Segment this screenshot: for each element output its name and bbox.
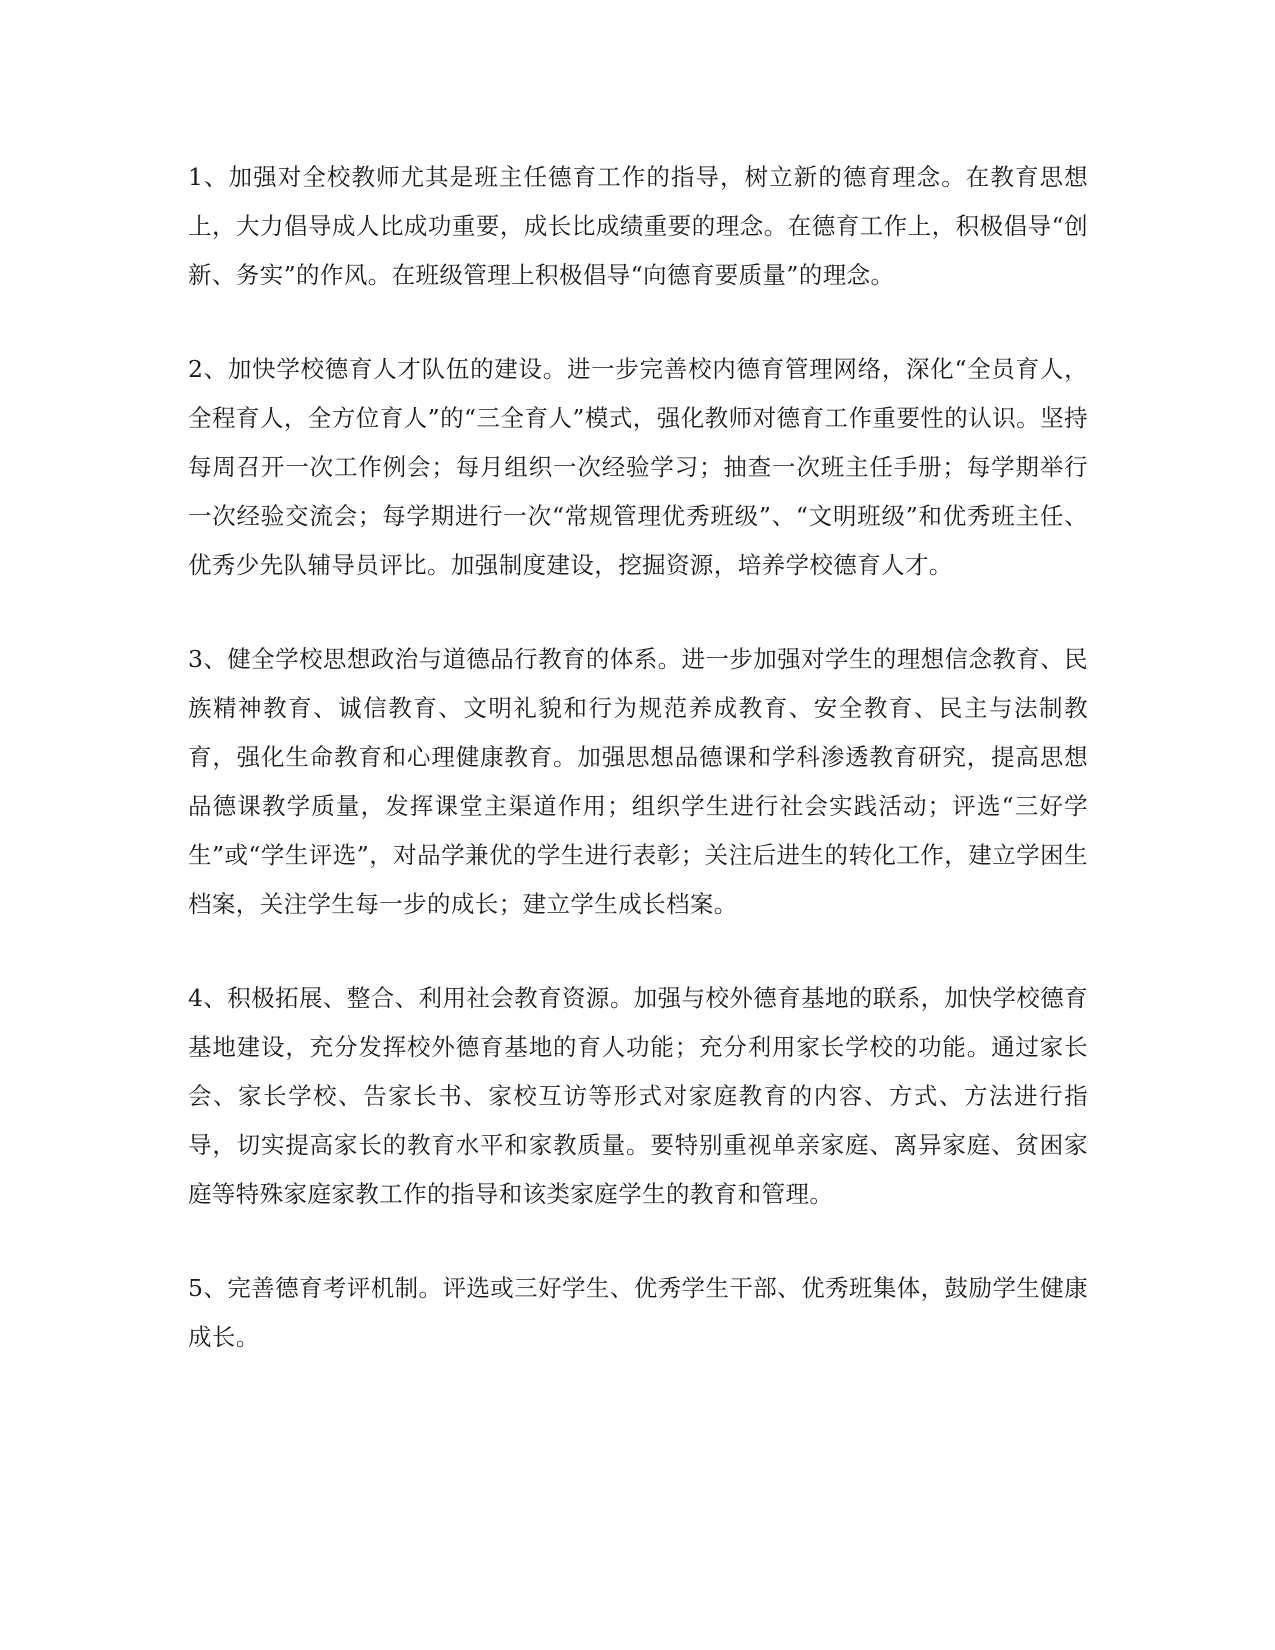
paragraph-1: 1、加强对全校教师尤其是班主任德育工作的指导，树立新的德育理念。在教育思想上，大力倡导成人比成功重要，成长比成绩重要的理念。在德育工作上，积极倡导“创新、务实”的作风。在班级管理上积极倡导“向德育要质量”的理念。 xyxy=(188,163,1088,289)
paragraph-2: 2、加快学校德育人才队伍的建设。进一步完善校内德育管理网络，深化“全员育人，全程育人，全方位育人”的“三全育人”模式，强化教师对德育工作重要性的认识。坚持每周召开一次工作例会；每月组织一次经验学习；抽查一次班主任手册；每学期举行一次经验交流会；每学期进行一次“常规管理优秀班级”、“文明班级”和优秀班主任、优秀少先队辅导员评比。加强制度建设，挖掘资源，培养学校德育人才。 xyxy=(188,355,1088,579)
paragraph-3: 3、健全学校思想政治与道德品行教育的体系。进一步加强对学生的理想信念教育、民族精神教育、诚信教育、文明礼貌和行为规范养成教育、安全教育、民主与法制教育，强化生命教育和心理健康教育。加强思想品德课和学科渗透教育研究，提高思想品德课教学质量，发挥课堂主渠道作用；组织学生进行社会实践活动；评选“三好学生”或“学生评选”，对品学兼优的学生进行表彰；关注后进生的转化工作，建立学困生档案，关注学生每一步的成长；建立学生成长档案。 xyxy=(188,645,1088,918)
document-body xyxy=(188,153,1088,1362)
paragraph-5: 5、完善德育考评机制。评选或三好学生、优秀学生干部、优秀班集体，鼓励学生健康成长。 xyxy=(188,1274,1088,1351)
paragraph-4: 4、积极拓展、整合、利用社会教育资源。加强与校外德育基地的联系，加快学校德育基地建设，充分发挥校外德育基地的育人功能；充分利用家长学校的功能。通过家长会、家长学校、告家长书、家校互访等形式对家庭教育的内容、方式、方法进行指导，切实提高家长的教育水平和家教质量。要特别重视单亲家庭、离异家庭、贫困家庭等特殊家庭家教工作的指导和该类家庭学生的教育和管理。 xyxy=(188,984,1088,1208)
